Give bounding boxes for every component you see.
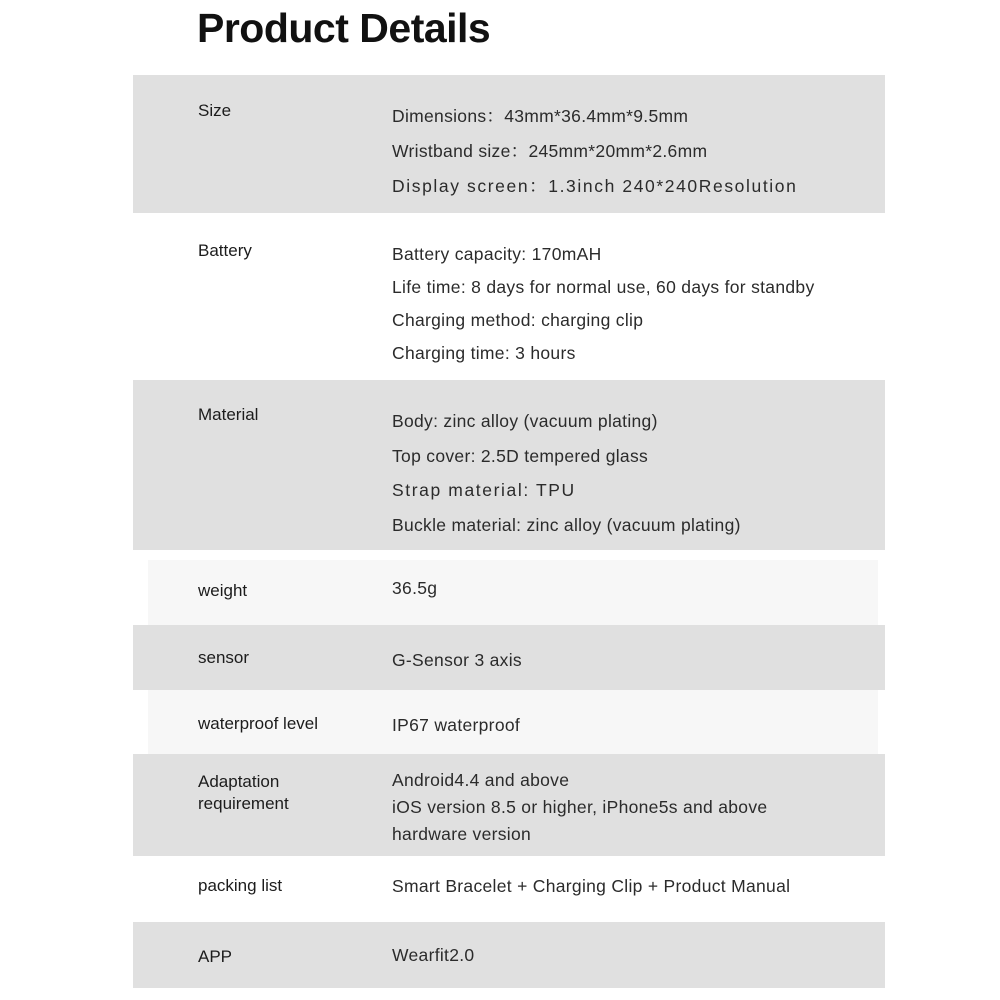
spec-row-weight xyxy=(148,560,878,625)
spec-value: Smart Bracelet + Charging Clip + Product Manual xyxy=(392,876,791,896)
spec-values-battery xyxy=(392,238,815,370)
spec-values-packing-list xyxy=(392,875,790,897)
spec-values-weight xyxy=(392,577,437,599)
spec-label-material: Material xyxy=(198,405,259,424)
spec-value: G-Sensor 3 axis xyxy=(392,650,522,670)
spec-label-app: APP xyxy=(198,947,233,966)
spec-label-adaptation: Adaptation requirement xyxy=(198,772,289,813)
spec-value: Body: zinc alloy (vacuum plating) xyxy=(392,411,658,431)
spec-values-material xyxy=(392,404,741,542)
spec-value: iOS version 8.5 or higher, iPhone5s and above xyxy=(392,797,768,817)
spec-value: Life time: 8 days for normal use, 60 days for standby xyxy=(392,277,815,297)
spec-label-battery: Battery xyxy=(198,241,252,260)
page-title: Product Details xyxy=(197,5,491,51)
spec-label-sensor: sensor xyxy=(198,648,250,667)
spec-values-adaptation xyxy=(392,767,767,848)
spec-values-app xyxy=(392,944,474,966)
spec-values-sensor xyxy=(392,649,522,671)
spec-row-app xyxy=(133,922,885,988)
spec-value: Wearfit2.0 xyxy=(392,945,475,965)
spec-value: Display screen：1.3inch 240*240Resolution xyxy=(392,176,798,196)
spec-value: Wristband size：245mm*20mm*2.6mm xyxy=(392,141,708,161)
spec-value: Charging time: 3 hours xyxy=(392,343,576,363)
spec-value: Buckle material: zinc alloy (vacuum plating) xyxy=(392,514,741,535)
spec-value: Strap material: TPU xyxy=(392,480,576,500)
spec-value: Dimensions：43mm*36.4mm*9.5mm xyxy=(392,106,689,126)
spec-values-waterproof xyxy=(392,714,520,736)
spec-value: hardware version xyxy=(392,824,532,844)
spec-value: 36.5g xyxy=(392,578,438,598)
spec-label-packing-list: packing list xyxy=(198,876,283,895)
spec-value: Charging method: charging clip xyxy=(392,310,644,330)
spec-values-size xyxy=(392,99,797,204)
spec-label-weight: weight xyxy=(198,581,248,600)
spec-value: Battery capacity: 170mAH xyxy=(392,244,602,264)
spec-label-size: Size xyxy=(198,101,232,120)
spec-label-waterproof: waterproof level xyxy=(198,714,319,733)
spec-value: IP67 waterproof xyxy=(392,715,521,735)
spec-value: Top cover: 2.5D tempered glass xyxy=(392,445,649,466)
spec-value: Android4.4 and above xyxy=(392,770,570,790)
